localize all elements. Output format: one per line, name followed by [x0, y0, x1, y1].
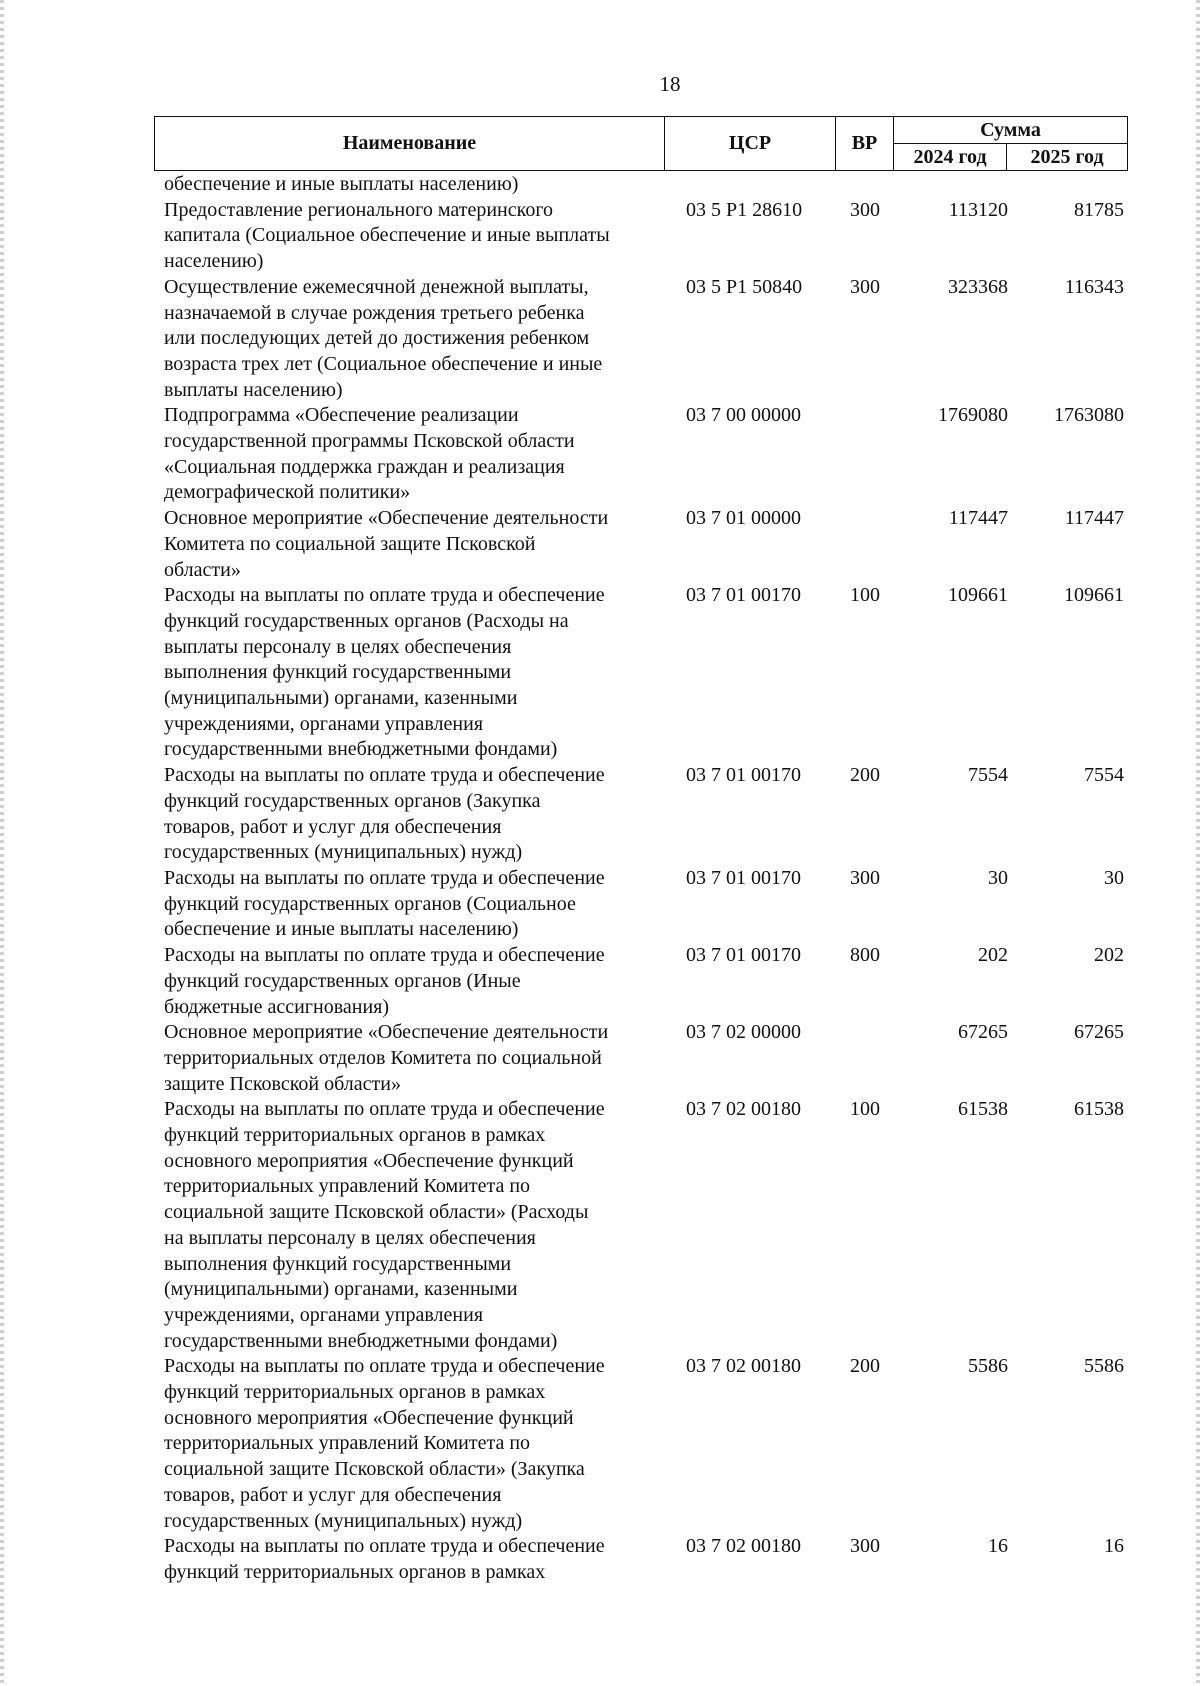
row-sum-2024: 30 — [988, 866, 1008, 889]
row-name: Осуществление ежемесячной денежной выплаты, назначаемой в случае рождения третьего ребенка или последующих детей до достижения ребенком возраста трех лет (Социальное обеспечение и иные выплаты населению) — [164, 275, 603, 401]
row-sum-2025: 117447 — [1064, 507, 1124, 530]
scan-edge-left — [0, 0, 4, 1686]
row-sum-2025: 5586 — [1084, 1355, 1124, 1378]
row-sum-2025: 30 — [1104, 866, 1124, 889]
row-sum-2024: 1769080 — [938, 404, 1008, 427]
table-row — [164, 763, 1124, 866]
row-sum-2025: 116343 — [1064, 275, 1124, 298]
row-csr: 03 7 01 00170 — [686, 764, 801, 787]
scan-edge-right — [1196, 0, 1200, 1686]
table-row — [164, 1354, 1124, 1534]
row-sum-2024: 323368 — [948, 275, 1008, 298]
row-name: обеспечение и иные выплаты населению) — [164, 173, 519, 195]
row-sum-2025: 7554 — [1084, 764, 1124, 787]
row-name: Основное мероприятие «Обеспечение деятельности Комитета по социальной защите Псковской области» — [164, 507, 609, 581]
table-header — [154, 116, 1128, 171]
row-csr: 03 7 01 00170 — [686, 584, 801, 607]
row-csr: 03 7 02 00180 — [686, 1098, 801, 1121]
table-row — [164, 943, 1124, 1020]
row-name: Расходы на выплаты по оплате труда и обеспечение функций государственных органов (Закупка товаров, работ и услуг для обеспечения государственных (муниципальных) нужд) — [164, 764, 605, 864]
table-row — [164, 1097, 1124, 1354]
row-sum-2024: 113120 — [948, 198, 1008, 221]
row-sum-2024: 109661 — [948, 584, 1008, 607]
header-sum: Сумма — [894, 117, 1127, 144]
row-vr: 100 — [850, 584, 880, 607]
row-sum-2025: 1763080 — [1054, 404, 1124, 427]
row-sum-2024: 7554 — [968, 764, 1008, 787]
row-vr: 300 — [850, 1535, 880, 1558]
row-vr: 300 — [850, 198, 880, 221]
page-number: 18 — [659, 72, 681, 96]
row-csr: 03 7 01 00170 — [686, 944, 801, 967]
row-sum-2024: 117447 — [948, 507, 1008, 530]
row-vr: 300 — [850, 866, 880, 889]
table-row — [164, 198, 1124, 275]
row-csr: 03 5 P1 28610 — [686, 198, 803, 221]
row-sum-2025: 202 — [1094, 944, 1124, 967]
row-vr: 100 — [850, 1098, 880, 1121]
row-name: Расходы на выплаты по оплате труда и обеспечение функций территориальных органов в рамках основного мероприятия «Обеспечение функций территориальных управлений Комитета по социальной защите Псковской области» (Расходы на выплаты персоналу в целях обеспечения выполнения функций государственными (муниципальными) органами, казенными учреждениями, органами управления государственными внебюджетными фондами) — [164, 1098, 605, 1352]
table-row — [164, 172, 1124, 198]
row-name: Расходы на выплаты по оплате труда и обеспечение функций государственных органов (Расходы на выплаты персоналу в целях обеспечения выполнения функций государственными (муниципальными) органами, казенными учреждениями, органами управления государственными внебюджетными фондами) — [164, 584, 605, 761]
table-row — [164, 866, 1124, 943]
row-sum-2025: 16 — [1104, 1535, 1124, 1558]
header-vr: ВР — [836, 117, 894, 170]
row-sum-2024: 67265 — [958, 1021, 1008, 1044]
table-row — [164, 275, 1124, 404]
row-csr: 03 7 02 00180 — [686, 1535, 801, 1558]
row-sum-2024: 16 — [988, 1535, 1008, 1558]
row-csr: 03 7 02 00000 — [686, 1021, 801, 1044]
row-vr: 200 — [850, 1355, 880, 1378]
header-year-2025: 2025 год — [1030, 145, 1104, 168]
header-year-2024: 2024 год — [894, 144, 1007, 170]
table-row — [164, 1020, 1124, 1097]
row-vr: 300 — [850, 275, 880, 298]
row-sum-2025: 67265 — [1074, 1021, 1124, 1044]
row-sum-2024: 61538 — [958, 1098, 1008, 1121]
row-name: Расходы на выплаты по оплате труда и обеспечение функций государственных органов (Социальное обеспечение и иные выплаты населению) — [164, 866, 605, 941]
row-sum-2025: 109661 — [1064, 584, 1124, 607]
row-name: Расходы на выплаты по оплате труда и обеспечение функций территориальных органов в рамках основного мероприятия «Обеспечение функций территориальных управлений Комитета по социальной защите Псковской области» (Закупка товаров, работ и услуг для обеспечения государственных (муниципальных) нужд) — [164, 1355, 605, 1532]
row-vr: 800 — [850, 944, 880, 967]
table-row — [164, 1534, 1124, 1585]
table-body — [164, 172, 1124, 1586]
row-csr: 03 7 01 00000 — [686, 507, 801, 530]
row-vr: 200 — [850, 764, 880, 787]
row-sum-2025: 81785 — [1074, 198, 1124, 221]
row-sum-2024: 202 — [978, 944, 1008, 967]
row-name: Основное мероприятие «Обеспечение деятельности территориальных отделов Комитета по социальной защите Псковской области» — [164, 1021, 609, 1095]
row-name: Расходы на выплаты по оплате труда и обеспечение функций государственных органов (Иные бюджетные ассигнования) — [164, 944, 605, 1018]
table-row — [164, 583, 1124, 763]
table-row — [164, 506, 1124, 583]
table-row — [164, 403, 1124, 506]
header-csr: ЦСР — [665, 117, 836, 170]
row-name: Подпрограмма «Обеспечение реализации государственной программы Псковской области «Социальная поддержка граждан и реализация демографической политики» — [164, 404, 575, 504]
row-sum-2024: 5586 — [968, 1355, 1008, 1378]
header-name: Наименование — [155, 117, 665, 170]
row-csr: 03 5 P1 50840 — [686, 275, 803, 298]
row-csr: 03 7 02 00180 — [686, 1355, 801, 1378]
row-csr: 03 7 00 00000 — [686, 404, 801, 427]
row-csr: 03 7 01 00170 — [686, 866, 801, 889]
row-sum-2025: 61538 — [1074, 1098, 1124, 1121]
row-name: Предоставление регионального материнского капитала (Социальное обеспечение и иные выплаты населению) — [164, 198, 610, 273]
row-name: Расходы на выплаты по оплате труда и обеспечение функций территориальных органов в рамках — [164, 1535, 605, 1583]
